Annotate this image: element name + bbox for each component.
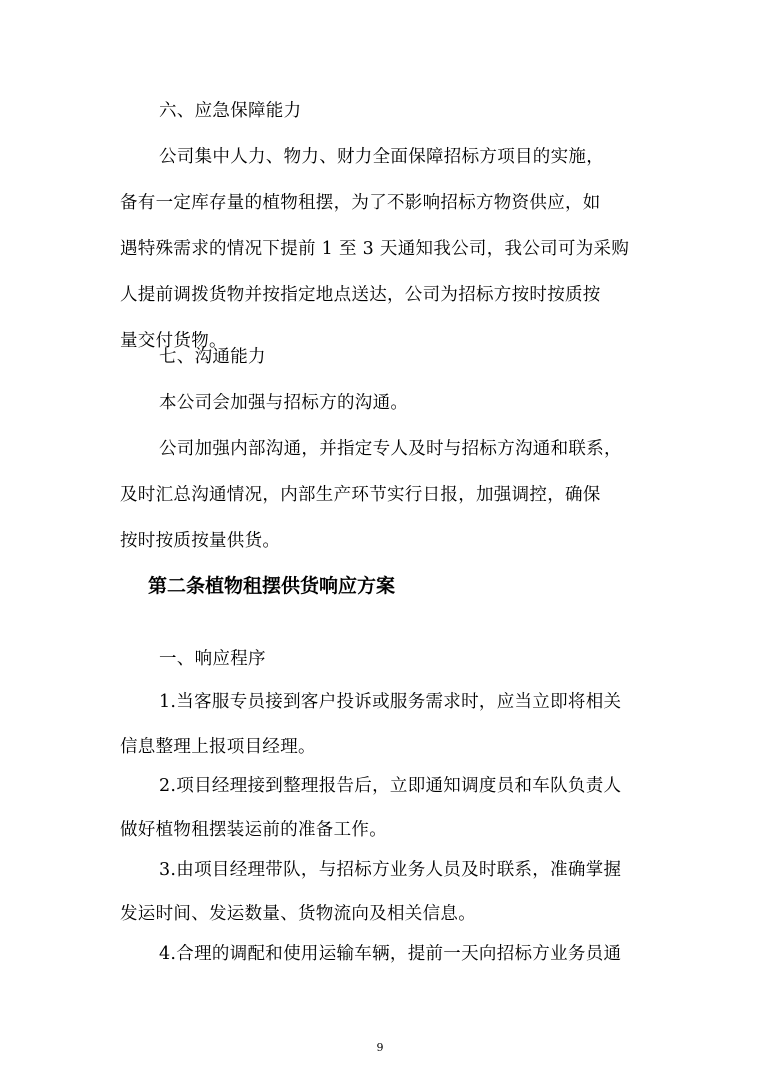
paragraph-line: 公司加强内部沟通，并指定专人及时与招标方沟通和联系，: [159, 439, 622, 459]
paragraph-line: 1.当客服专员接到客户投诉或服务需求时，应当立即将相关: [159, 692, 622, 712]
paragraph-line: 人提前调拨货物并按指定地点送达，公司为招标方按时按质按: [120, 285, 601, 305]
page-number: 9: [376, 1041, 384, 1054]
paragraph-line: 公司集中人力、物力、财力全面保障招标方项目的实施，: [159, 147, 604, 167]
paragraph-line: 本公司会加强与招标方的沟通。: [159, 393, 409, 413]
section-heading-emergency: 六、应急保障能力: [159, 101, 302, 121]
paragraph-line: 量交付货物。: [120, 331, 227, 351]
paragraph-line: 遇特殊需求的情况下提前 1 至 3 天通知我公司，我公司可为采购: [120, 239, 630, 259]
section-heading-response-procedure: 一、响应程序: [159, 649, 266, 669]
paragraph-line: 3.由项目经理带队，与招标方业务人员及时联系，准确掌握: [159, 860, 622, 880]
paragraph-line: 4.合理的调配和使用运输车辆，提前一天向招标方业务员通: [159, 944, 622, 964]
paragraph-line: 按时按质按量供货。: [120, 531, 281, 551]
paragraph-line: 备有一定库存量的植物租摆，为了不影响招标方物资供应，如: [120, 193, 601, 213]
paragraph-line: 2.项目经理接到整理报告后，立即通知调度员和车队负责人: [159, 776, 622, 796]
paragraph-line: 做好植物租摆装运前的准备工作。: [120, 820, 387, 840]
paragraph-line: 及时汇总沟通情况，内部生产环节实行日报，加强调控，确保: [120, 485, 601, 505]
paragraph-line: 信息整理上报项目经理。: [120, 737, 316, 757]
paragraph-line: 发运时间、发运数量、货物流向及相关信息。: [120, 904, 476, 924]
article-title: 第二条植物租摆供货响应方案: [148, 575, 396, 597]
section-heading-communication: 七、沟通能力: [159, 347, 266, 367]
